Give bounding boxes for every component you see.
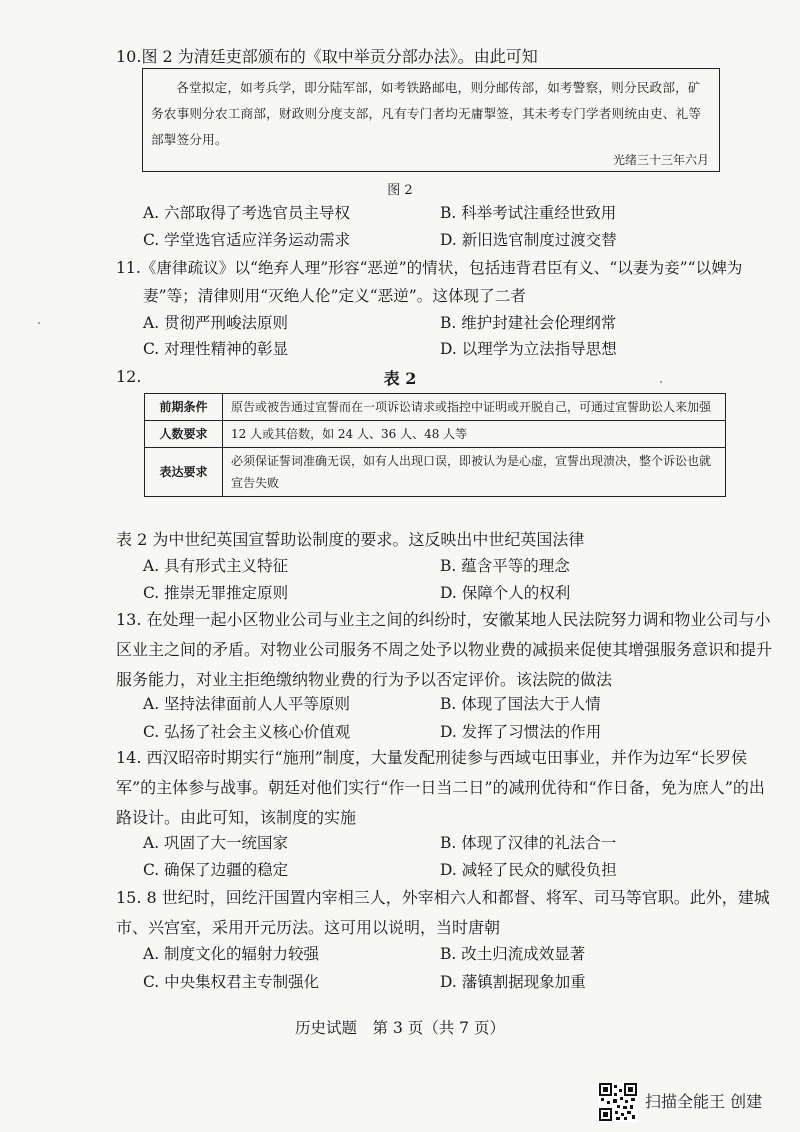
figure-2-caption: 图 2 <box>387 183 413 198</box>
q13-stem: 13. 在处理一起小区物业公司与业主之间的纠纷时，安徽某地人民法院努力调和物业公司与小区业主之间的矛盾。对物业公司服务不周之处予以物业费的减损来促使其增强服务意识和提升服务能力，对业主拒绝缴纳物业费的行为予以否定评价。该法院的做法 <box>116 610 773 689</box>
q12-option-d[interactable]: D. 保障个人的权利 <box>440 584 571 602</box>
q14-option-a[interactable]: A. 巩固了大一统国家 <box>143 834 289 852</box>
q14-option-c[interactable]: C. 确保了边疆的稳定 <box>143 861 289 879</box>
qr-code-icon <box>598 1082 638 1122</box>
q15-stem: 15. 8 世纪时，回纥汗国置内宰相三人，外宰相六人和都督、将军、司马等官职。此外，建城市、兴宫室，采用开元历法。这可用以说明，当时唐朝 <box>116 888 770 937</box>
q12-stem: 表 2 为中世纪英国宣誓助讼制度的要求。这反映出中世纪英国法律 <box>116 530 585 549</box>
q10-quote-date: 光绪三十三年六月 <box>612 153 709 167</box>
q13-option-a[interactable]: A. 坚持法律面前人人平等原则 <box>143 695 351 713</box>
table-row-content: 原告或被告通过宣誓而在一项诉讼请求或指控中证明或开脱自己，可通过宣誓助讼人来加强 <box>223 394 726 421</box>
page-footer: 历史试题 第 3 页（共 7 页） <box>295 1019 505 1037</box>
q11-option-a[interactable]: A. 贯彻严刑峻法原则 <box>143 314 289 332</box>
q10-option-a[interactable]: A. 六部取得了考选官员主导权 <box>143 204 351 222</box>
table-2 <box>144 393 726 497</box>
q12-number: 12. <box>116 367 142 386</box>
q10-option-c[interactable]: C. 学堂选官适应洋务运动需求 <box>143 231 351 249</box>
q15-option-d[interactable]: D. 藩镇割据现象加重 <box>440 973 586 991</box>
table-row-content: 必须保证誓词准确无误，如有人出现口误，即被认为是心虚，宣誓出现溃决，整个诉讼也就宣告失败 <box>223 448 726 497</box>
table-row-content: 12 人或其倍数，如 24 人、36 人、48 人等 <box>223 421 726 448</box>
table-row <box>145 421 726 448</box>
q11-stem-line1: 11.《唐律疏议》以“绝弃人理”形容“恶逆”的情状，包括违背君臣有义、“以妻为妾”“以婢为 <box>116 259 743 277</box>
q10-option-d[interactable]: D. 新旧选官制度过渡交替 <box>440 231 617 249</box>
q10-quote-text: 各堂拟定，如考兵学，即分陆军部，如考铁路邮电，则分邮传部，如考警察，则分民政部，矿务农事则分农工商部，财政则分度支部，凡有专门者均无庸掣签，其未考专门学者则统由吏、礼等部掣签分用。 <box>151 80 702 147</box>
q14-option-b[interactable]: B. 体现了汉律的礼法合一 <box>440 834 617 852</box>
q10-option-b[interactable]: B. 科举考试注重经世致用 <box>440 204 617 222</box>
q13-option-d[interactable]: D. 发挥了习惯法的作用 <box>440 723 602 741</box>
q14-stem: 14. 西汉昭帝时期实行“施刑”制度，大量发配刑徒参与西域屯田事业，并作为边军“长罗侯军”的主体参与战事。朝廷对他们实行“作一日当二日”的减刑优待和“作日备，免为庶人”的出路设计。由此可知，该制度的实施 <box>116 748 765 827</box>
scanner-watermark: 扫描全能王 创建 <box>645 1092 763 1111</box>
q13-option-c[interactable]: C. 弘扬了社会主义核心价值观 <box>143 723 351 741</box>
q11-option-b[interactable]: B. 维护封建社会伦理纲常 <box>440 314 617 332</box>
q13-option-b[interactable]: B. 体现了国法大于人情 <box>440 695 601 713</box>
table-row <box>145 394 726 421</box>
q15-option-a[interactable]: A. 制度文化的辐射力较强 <box>143 945 320 963</box>
table-row <box>145 448 726 497</box>
q15-option-b[interactable]: B. 改土归流成效显著 <box>440 945 586 963</box>
table-row-header: 人数要求 <box>145 421 223 448</box>
scan-speck <box>660 381 662 383</box>
q11-option-c[interactable]: C. 对理性精神的彰显 <box>143 340 289 358</box>
q10-quote-box <box>142 68 720 172</box>
table-row-header: 前期条件 <box>145 394 223 421</box>
q12-option-b[interactable]: B. 蕴含平等的理念 <box>440 557 570 575</box>
q12-option-c[interactable]: C. 推崇无罪推定原则 <box>143 584 289 602</box>
q11-stem-line2: 妻”等；清律则用“灭绝人伦”定义“恶逆”。这体现了二者 <box>143 287 526 305</box>
q11-option-d[interactable]: D. 以理学为立法指导思想 <box>440 340 617 358</box>
scan-speck <box>38 322 40 324</box>
table-row-header: 表达要求 <box>145 448 223 497</box>
table-2-title: 表 2 <box>383 369 417 388</box>
q10-stem: 10.图 2 为清廷吏部颁布的《取中举贡分部办法》。由此可知 <box>116 47 538 66</box>
q15-option-c[interactable]: C. 中央集权君主专制强化 <box>143 973 320 991</box>
q14-option-d[interactable]: D. 减轻了民众的赋役负担 <box>440 861 617 879</box>
q12-option-a[interactable]: A. 具有形式主义特征 <box>143 557 289 575</box>
